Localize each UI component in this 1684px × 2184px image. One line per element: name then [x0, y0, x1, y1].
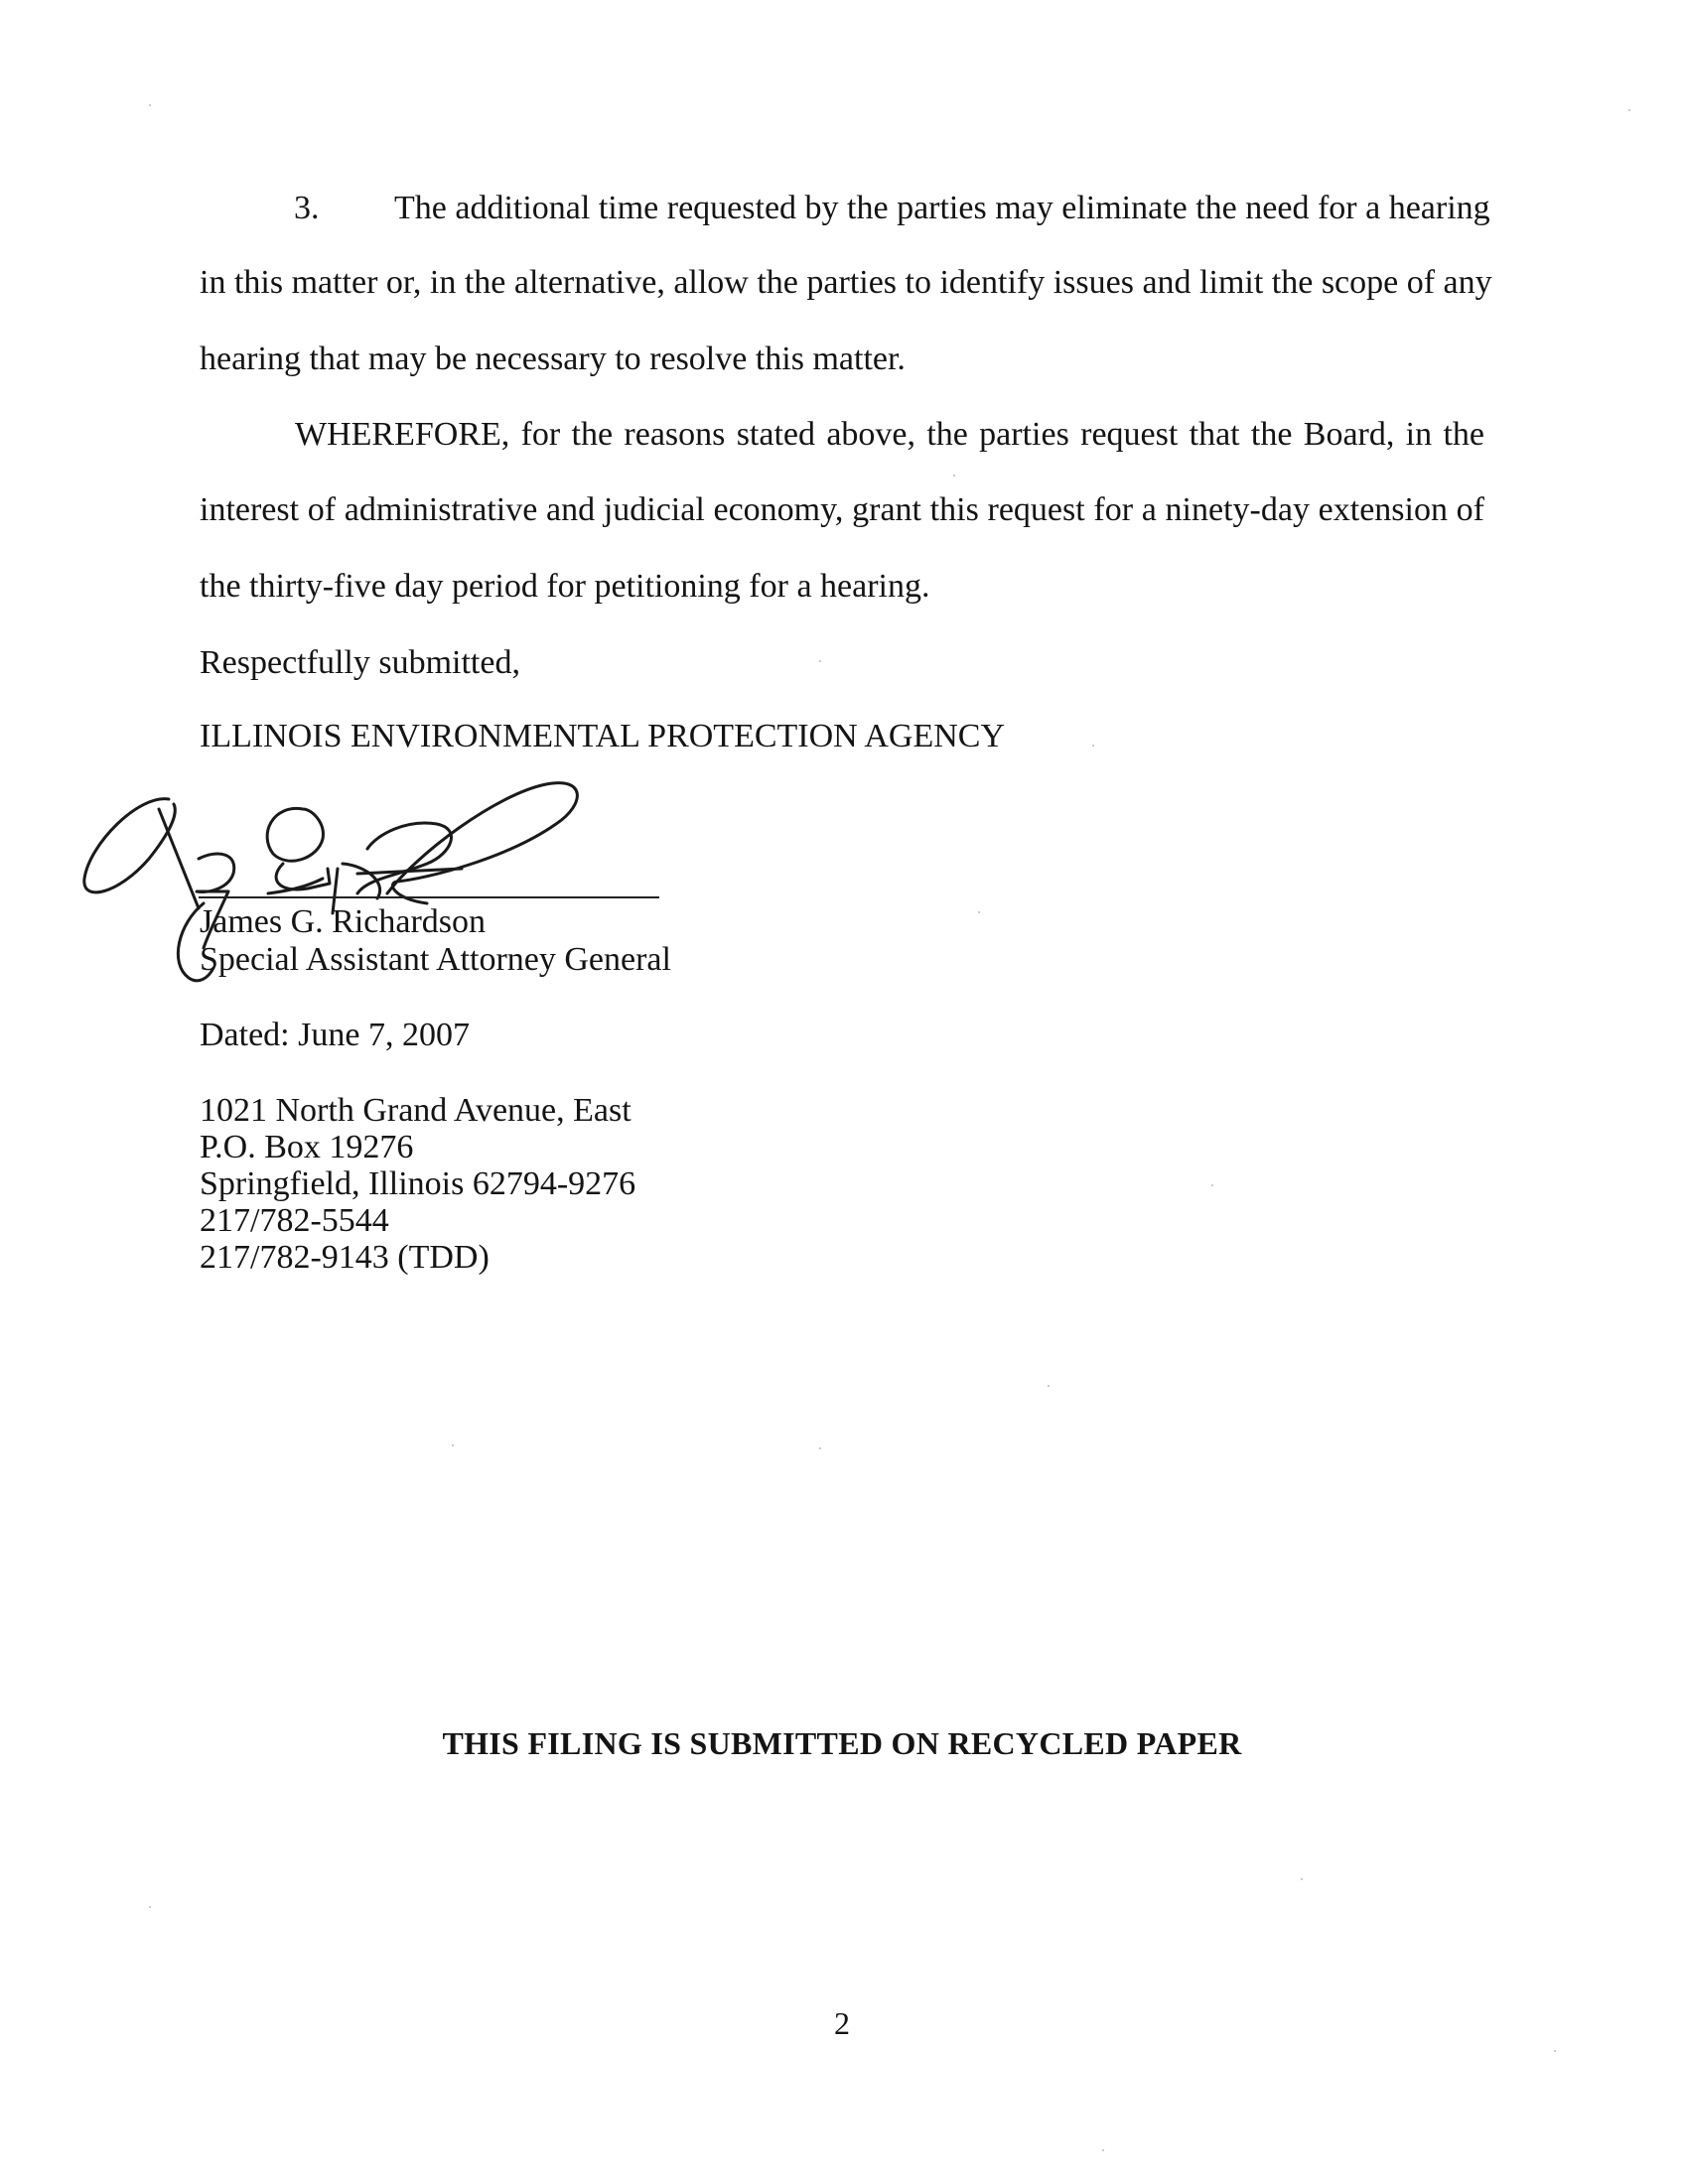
closing-text: Respectfully submitted, [200, 644, 520, 681]
scan-speck [149, 104, 151, 106]
signatory-title: Special Assistant Attorney General [200, 941, 671, 978]
scan-speck [819, 660, 821, 662]
agency-name: ILLINOIS ENVIRONMENTAL PROTECTION AGENCY [200, 718, 1006, 754]
address-city: Springfield, Illinois 62794-9276 [200, 1165, 636, 1202]
paragraph-3-line-2: in this matter or, in the alternative, allow the parties to identify issues and limit the scope of any [200, 264, 1492, 301]
address-tdd: 217/782-9143 (TDD) [200, 1239, 490, 1276]
scan-speck [1048, 1385, 1050, 1387]
address-street: 1021 North Grand Avenue, East [200, 1092, 632, 1129]
scan-speck [452, 1444, 454, 1446]
recycled-paper-notice: THIS FILING IS SUBMITTED ON RECYCLED PAPER [442, 1725, 1242, 1761]
wherefore-line-1: WHEREFORE, for the reasons stated above, the parties request that the Board, in the [295, 416, 1484, 453]
scan-speck [1092, 745, 1094, 747]
page-number: 2 [834, 2005, 850, 2041]
scan-speck [149, 1906, 151, 1908]
scan-speck [1301, 1878, 1303, 1880]
scan-speck [819, 1447, 821, 1449]
wherefore-line-3: the thirty-five day period for petitioning for a hearing. [200, 568, 930, 605]
scan-speck [1628, 109, 1630, 111]
scan-speck [1102, 2149, 1104, 2151]
signature-line [199, 896, 659, 898]
wherefore-line-2: interest of administrative and judicial economy, grant this request for a ninety-day extension of [200, 491, 1484, 528]
scan-speck [978, 911, 980, 913]
date-line: Dated: June 7, 2007 [200, 1017, 470, 1053]
paragraph-number: 3. [294, 190, 320, 226]
paragraph-3-line-3: hearing that may be necessary to resolve this matter. [200, 341, 906, 377]
address-po-box: P.O. Box 19276 [200, 1129, 414, 1165]
address-phone: 217/782-5544 [200, 1202, 389, 1239]
scan-speck [1554, 2050, 1556, 2052]
signatory-name: James G. Richardson [200, 903, 487, 940]
scan-speck [953, 475, 955, 477]
scan-speck [1211, 1184, 1213, 1186]
paragraph-3-text-line-1: The additional time requested by the parties may eliminate the need for a hearing [394, 190, 1490, 226]
